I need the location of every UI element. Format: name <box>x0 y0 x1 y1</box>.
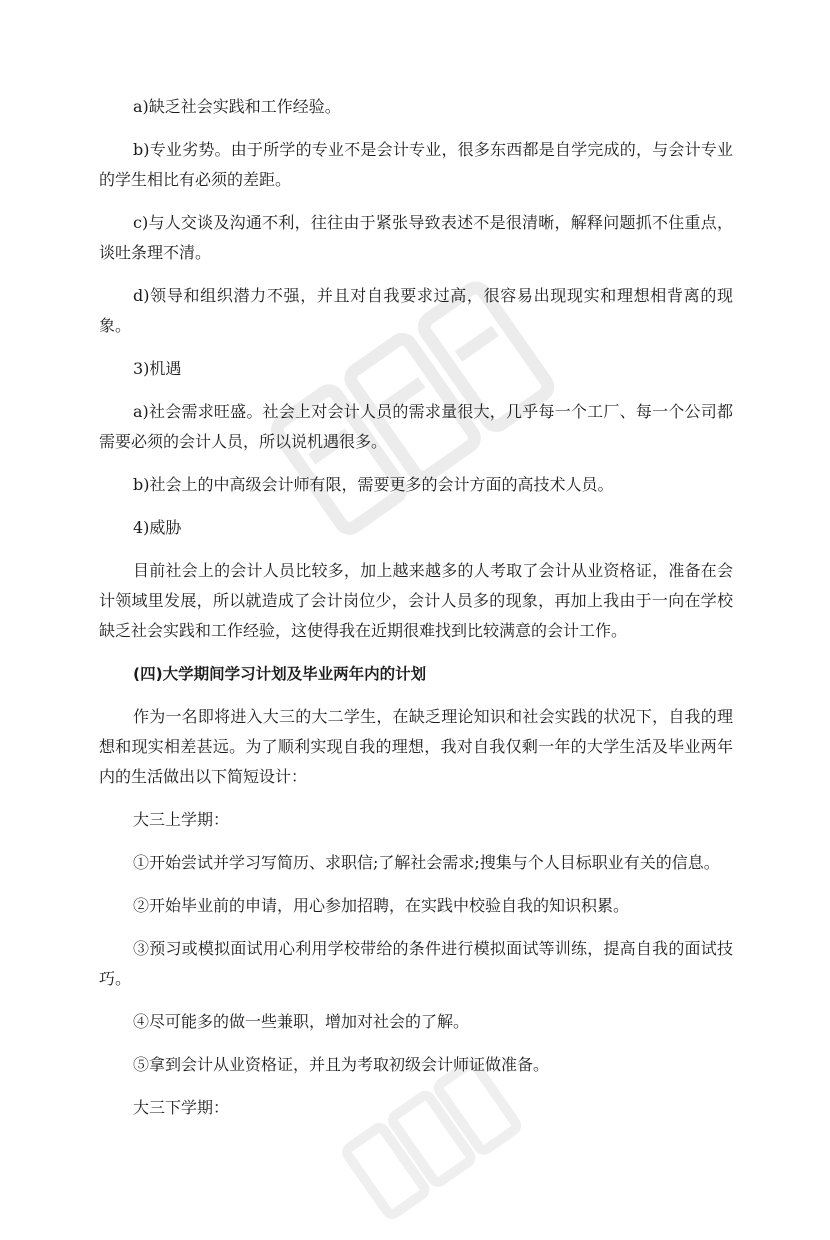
paragraph-weakness-a: a)缺乏社会实践和工作经验。 <box>133 97 341 116</box>
list-item: ④尽可能多的做一些兼职，增加对社会的了解。 <box>133 1012 470 1031</box>
section-heading-threats: 4)威胁 <box>133 518 182 537</box>
paragraph-plan-intro: 作为一名即将进入大三的大二学生，在缺乏理论知识和社会实践的状况下，自我的理想和现实相差甚远。为了顺利实现自我的理想，我对自我仅剩一年的大学生活及毕业两年内的生活做出以下简短设计： <box>99 707 733 786</box>
list-item: ①开始尝试并学习写简历、求职信;了解社会需求;搜集与个人目标职业有关的信息。 <box>133 853 720 872</box>
list-item: ③预习或模拟面试用心利用学校带给的条件进行模拟面试等训练，提高自我的面试技巧。 <box>99 939 733 988</box>
paragraph-weakness-d: d)领导和组织潜力不强，并且对自我要求过高，很容易出现现实和理想相背离的现象。 <box>99 286 733 335</box>
list-item: ⑤拿到会计从业资格证，并且为考取初级会计师证做准备。 <box>133 1055 550 1074</box>
subheading-junior-second-term: 大三下学期： <box>133 1098 230 1117</box>
paragraph-opportunity-a: a)社会需求旺盛。社会上对会计人员的需求量很大，几乎每一个工厂、每一个公司都需要必须的会计人员，所以说机遇很多。 <box>99 402 733 451</box>
paragraph-weakness-b: b)专业劣势。由于所学的专业不是会计专业，很多东西都是自学完成的，与会计专业的学生相比有必须的差距。 <box>99 140 733 189</box>
paragraph-opportunity-b: b)社会上的中高级会计师有限，需要更多的会计方面的高技术人员。 <box>133 475 614 494</box>
paragraph-threats: 目前社会上的会计人员比较多，加上越来越多的人考取了会计从业资格证，准备在会计领域里发展，所以就造成了会计岗位少，会计人员多的现象，再加上我由于一向在学校缺乏社会实践和工作经验，这使得我在近期很难找到比较满意的会计工作。 <box>99 561 733 640</box>
subheading-junior-first-term: 大三上学期： <box>133 810 230 829</box>
section-heading-opportunities: 3)机遇 <box>133 359 182 378</box>
document-body <box>99 92 733 1136</box>
list-item: ②开始毕业前的申请，用心参加招聘，在实践中校验自我的知识积累。 <box>133 896 630 915</box>
section-title-study-plan: (四)大学期间学习计划及毕业两年内的计划 <box>133 665 427 683</box>
paragraph-weakness-c: c)与人交谈及沟通不利，往往由于紧张导致表述不是很清晰，解释问题抓不住重点，谈吐条理不清。 <box>99 213 733 262</box>
